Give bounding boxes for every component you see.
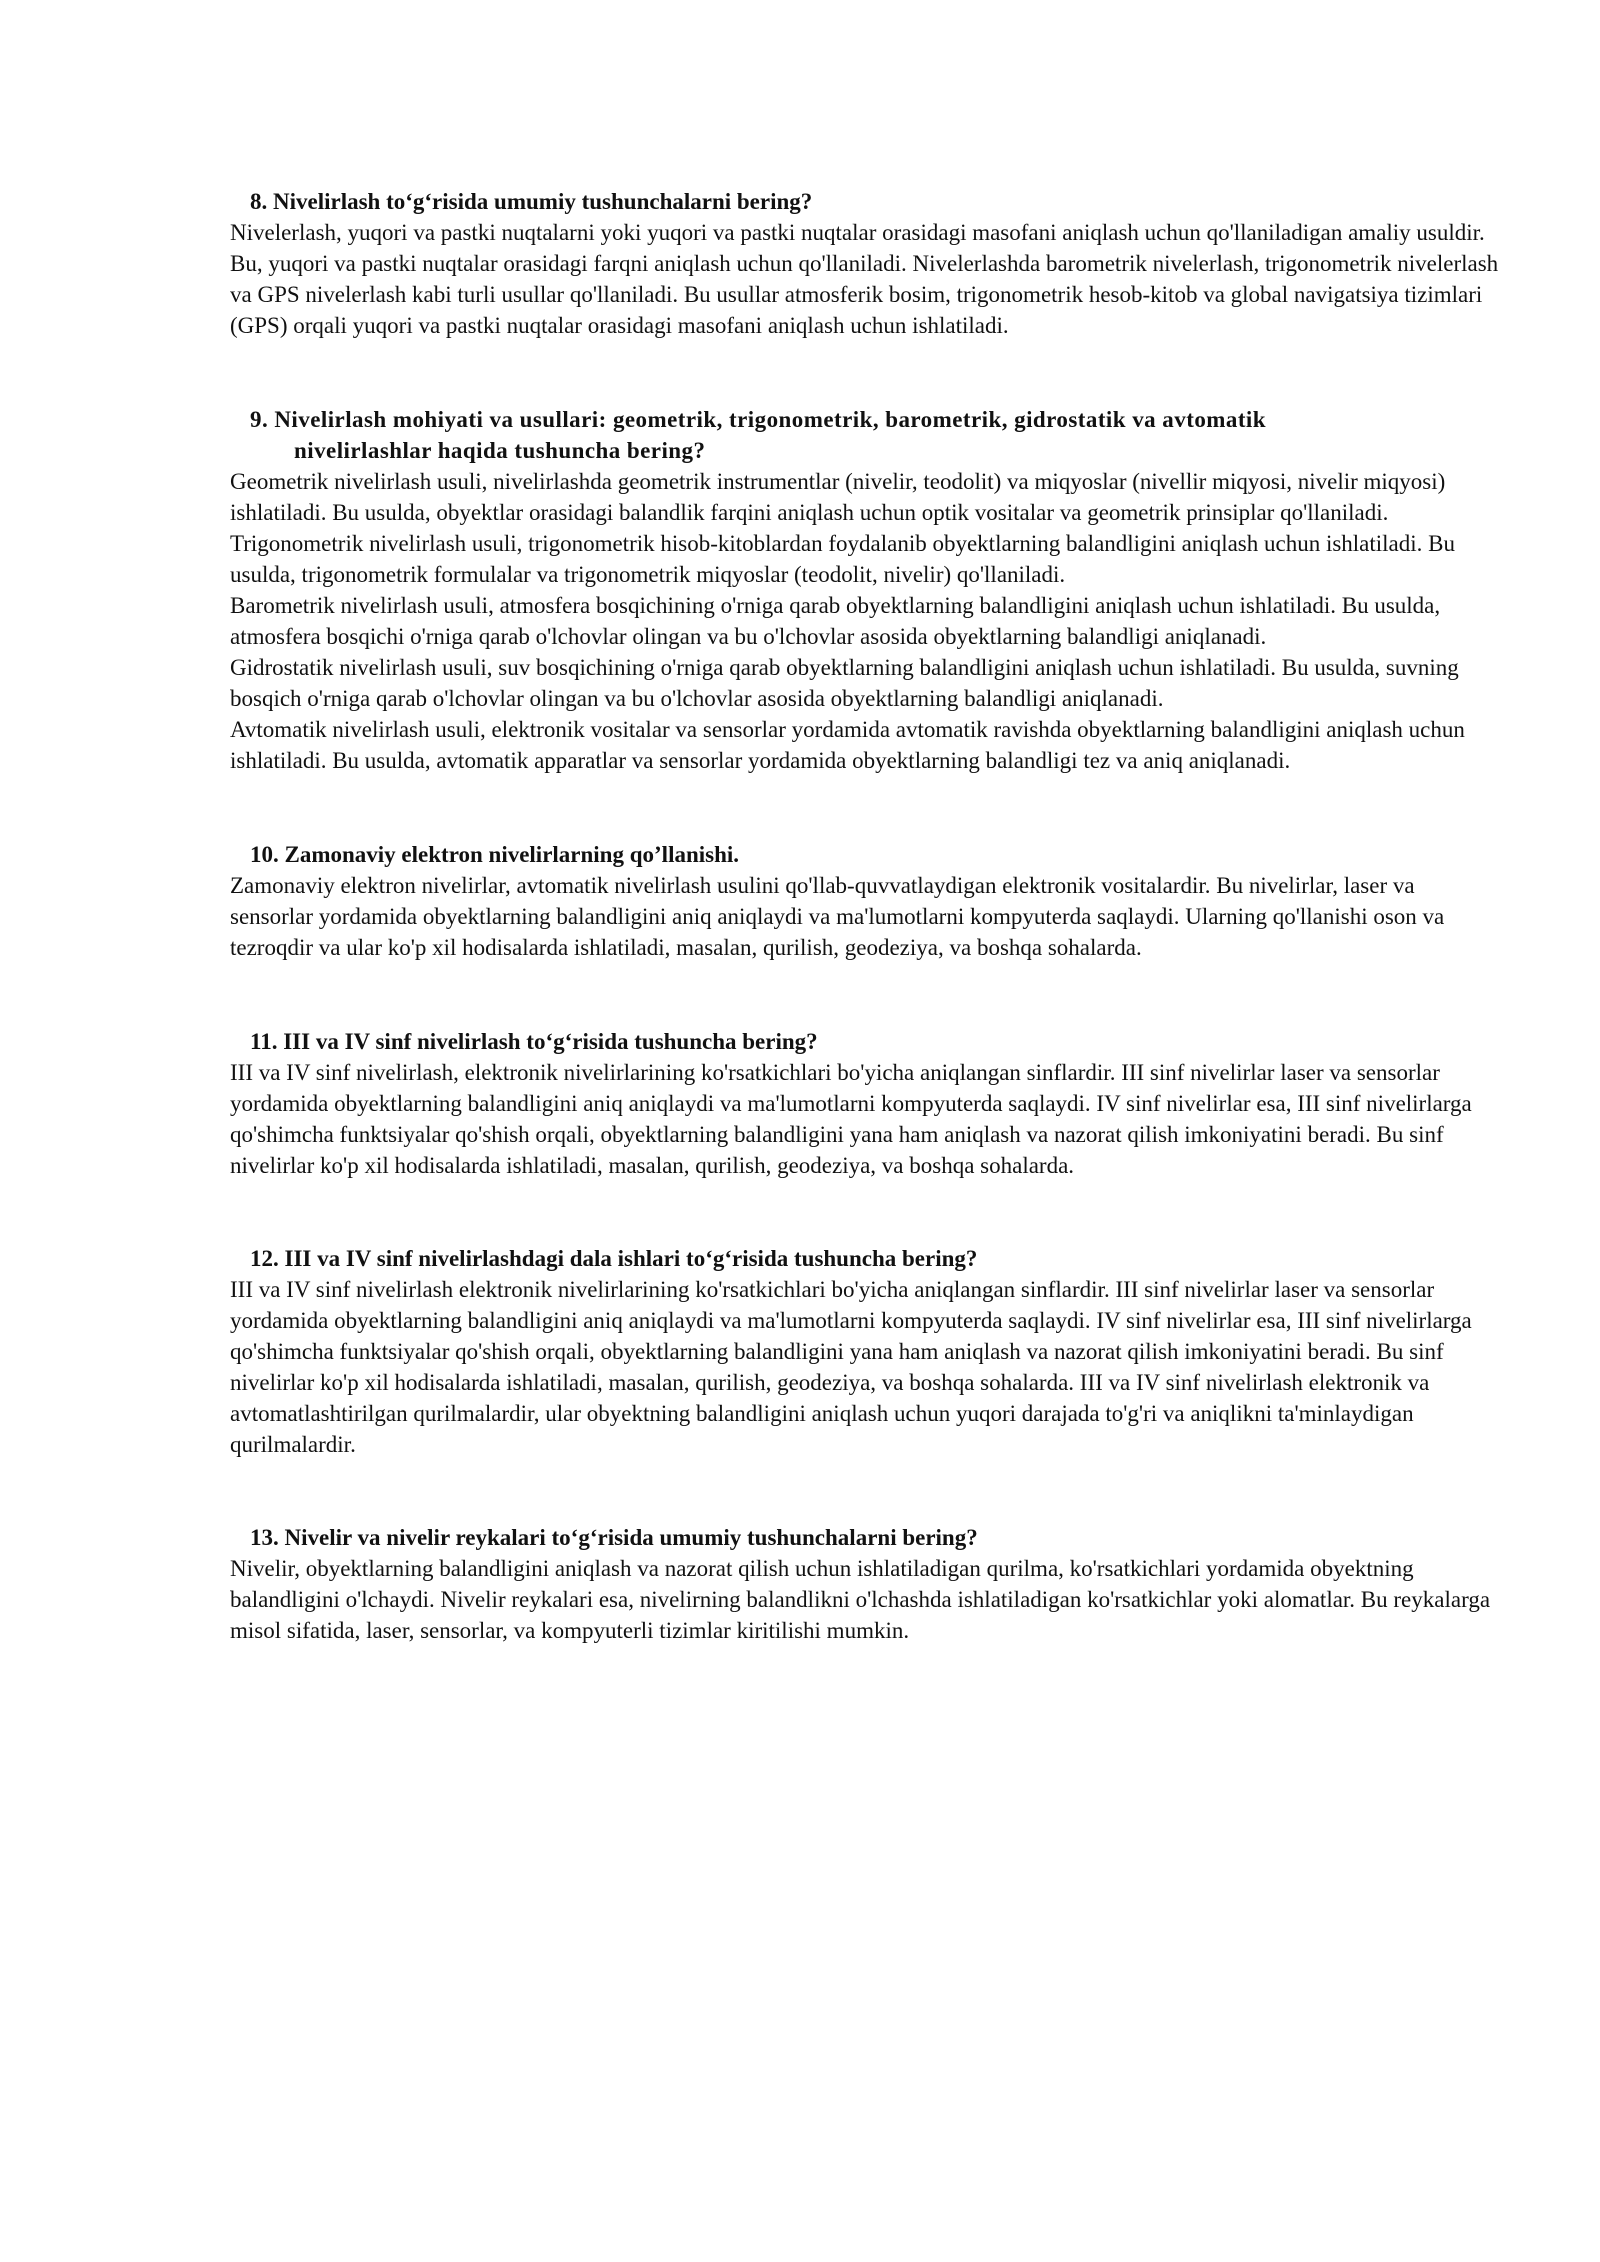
question-13: [230, 1522, 1500, 1646]
question-9-answer-automatic: Avtomatik nivelirlash usuli, elektronik vositalar va sensorlar yordamida avtomatik ravishda obyektlarning balandligini aniqlash uchun ishlatiladi. Bu usulda, avtomatik apparatlar va sensorlar yordamida obyektlarning balandligi tez va aniq aniqlanadi.: [230, 717, 1465, 773]
question-12-title: 12. III va IV sinf nivelirlashdagi dala ishlari to‘g‘risida tushuncha bering?: [250, 1246, 978, 1271]
question-9-answer-trigonometric: Trigonometrik nivelirlash usuli, trigonometrik hisob-kitoblardan foydalanib obyektlarning balandligini aniqlash uchun ishlatiladi. Bu usulda, trigonometrik formulalar va trigonometrik miqyoslar (teodolit, nivelir) qo'llaniladi.: [230, 531, 1455, 587]
document-page: [230, 186, 1500, 1646]
question-10-title: 10. Zamonaviy elektron nivelirlarning qo’llanishi.: [250, 842, 740, 867]
question-11-answer: III va IV sinf nivelirlash, elektronik nivelirlarining ko'rsatkichlari bo'yicha aniqlangan sinflardir. III sinf nivelirlar laser va sensorlar yordamida obyektlarning balandligini aniq aniqlaydi va ma'lumotlarni kompyuterda saqlaydi. IV sinf nivelirlar esa, III sinf nivelirlarga qo'shimcha funktsiyalar qo'shish orqali, obyektlarning balandligini yana ham aniqlash va nazorat qilish imkoniyatini beradi. Bu sinf nivelirlar ko'p xil hodisalarda ishlatiladi, masalan, qurilish, geodeziya, va boshqa sohalarda.: [230, 1060, 1472, 1178]
question-11-title: 11. III va IV sinf nivelirlash to‘g‘risida tushuncha bering?: [250, 1029, 818, 1054]
question-13-title: 13. Nivelir va nivelir reykalari to‘g‘risida umumiy tushunchalarni bering?: [250, 1525, 978, 1550]
question-9-title: [230, 404, 1500, 466]
question-9-answer-geometric: Geometrik nivelirlash usuli, nivelirlashda geometrik instrumentlar (nivelir, teodolit) va miqyoslar (nivellir miqyosi, nivelir miqyosi) ishlatiladi. Bu usulda, obyektlar orasidagi balandlik farqini aniqlash uchun optik vositalar va geometrik prinsiplar qo'llaniladi.: [230, 469, 1446, 525]
question-9-title-line1: 9. Nivelirlash mohiyati va usullari: geometrik, trigonometrik, barometrik, gidrostatik va avtomatik: [250, 407, 1267, 432]
question-13-answer: Nivelir, obyektlarning balandligini aniqlash va nazorat qilish uchun ishlatiladigan qurilma, ko'rsatkichlari yordamida obyektning balandligini o'lchaydi. Nivelir reykalari esa, nivelirning balandlikni o'lchashda ishlatiladigan ko'rsatkichlar yoki alomatlar. Bu reykalarga misol sifatida, laser, sensorlar, va kompyuterli tizimlar kiritilishi mumkin.: [230, 1556, 1491, 1643]
question-12: [230, 1243, 1500, 1460]
question-12-answer: III va IV sinf nivelirlash elektronik nivelirlarining ko'rsatkichlari bo'yicha aniqlangan sinflardir. III sinf nivelirlar laser va sensorlar yordamida obyektlarning balandligini aniq aniqlaydi va ma'lumotlarni kompyuterda saqlaydi. IV sinf nivelirlar esa, III sinf nivelirlarga qo'shimcha funktsiyalar qo'shish orqali, obyektlarning balandligini yana ham aniqlash va nazorat qilish imkoniyatini beradi. Bu sinf nivelirlar ko'p xil hodisalarda ishlatiladi, masalan, qurilish, geodeziya, va boshqa sohalarda. III va IV sinf nivelirlash elektronik va avtomatlashtirilgan qurilmalardir, ular obyektning balandligini aniqlash uchun yuqori darajada to'g'ri va aniqlikni ta'minlaydigan qurilmalardir.: [230, 1277, 1472, 1457]
question-9-title-line2: nivelirlashlar haqida tushuncha bering?: [294, 438, 706, 463]
question-8-title: 8. Nivelirlash to‘g‘risida umumiy tushunchalarni bering?: [250, 189, 813, 214]
question-9-answer-hydrostatic: Gidrostatik nivelirlash usuli, suv bosqichining o'rniga qarab obyektlarning balandligini aniqlash uchun ishlatiladi. Bu usulda, suvning bosqich o'rniga qarab o'lchovlar olingan va bu o'lchovlar asosida obyektlarning balandligi aniqlanadi.: [230, 655, 1459, 711]
question-9: [230, 404, 1500, 776]
question-9-answer-barometric: Barometrik nivelirlash usuli, atmosfera bosqichining o'rniga qarab obyektlarning balandligini aniqlash uchun ishlatiladi. Bu usulda, atmosfera bosqichi o'rniga qarab o'lchovlar olingan va bu o'lchovlar asosida obyektlarning balandligi aniqlanadi.: [230, 593, 1441, 649]
question-8-answer: Nivelerlash, yuqori va pastki nuqtalarni yoki yuqori va pastki nuqtalar orasidagi masofani aniqlash uchun qo'llaniladigan amaliy usuldir. Bu, yuqori va pastki nuqtalar orasidagi farqni aniqlash uchun qo'llaniladi. Nivelerlashda barometrik nivelerlash, trigonometrik nivelerlash va GPS nivelerlash kabi turli usullar qo'llaniladi. Bu usullar atmosferik bosim, trigonometrik hesob-kitob va global navigatsiya tizimlari (GPS) orqali yuqori va pastki nuqtalar orasidagi masofani aniqlash uchun ishlatiladi.: [230, 220, 1499, 338]
question-8: [230, 186, 1500, 341]
question-10-answer: Zamonaviy elektron nivelirlar, avtomatik nivelirlash usulini qo'llab-quvvatlaydigan elektronik vositalardir. Bu nivelirlar, laser va sensorlar yordamida obyektlarning balandligini aniq aniqlaydi va ma'lumotlarni kompyuterda saqlaydi. Ularning qo'llanishi oson va tezroqdir va ular ko'p xil hodisalarda ishlatiladi, masalan, qurilish, geodeziya, va boshqa sohalarda.: [230, 873, 1445, 960]
question-10: [230, 839, 1500, 963]
question-11: [230, 1026, 1500, 1181]
